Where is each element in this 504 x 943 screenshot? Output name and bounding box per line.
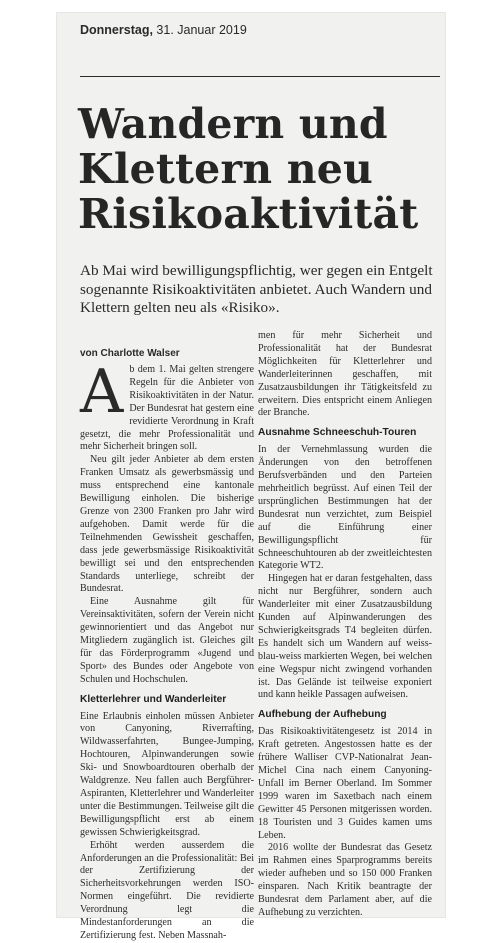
drop-cap: A [80,357,124,427]
subheading: Ausnahme Schneeschuh-Touren [258,427,417,439]
paragraph: men für mehr Sicherheit und Professionalität hat der Bundesrat Möglichkeiten für Kletterlehrer und Wanderleiterinnen geschaffen, mit Zusatzausbildungen ihr Tätigkeitsfeld zu erweitern. Dies entspricht einem Anliegen der Branche. [258,330,432,419]
dateline-date: 31. Januar 2019 [156,23,247,37]
article-byline: von Charlotte Walser [80,348,180,359]
paragraph: Eine Erlaubnis einholen müssen Anbieter von Canyoning, Riverrafting, Wildwasserfahrten, Bungee-Jumping, Hochtouren, Alpinwanderungen sowie Ski- und Snowboardtouren oberhalb der Waldgrenze. Neu fallen auch Bergführer-Aspiranten, Kletterlehrer und Wanderleiter unter die Bestimmungen. Teilweise gilt die Bewilligungspflicht erst ab einem gewissen Schwierigkeitsgrad. [80,710,254,838]
paragraph: Eine Ausnahme gilt für Vereinsaktivitäten, sofern der Verein nicht gewinnorientiert und das Angebot nur Mitgliedern zugänglich ist. Gleiches gilt für das Förderprogramm «Jugend und Sport» des Bundes oder Angebote von Schulen und Hochschulen. [80,596,254,685]
paragraph: In der Vernehmlassung wurden die Änderungen von den betroffenen Berufsverbänden und den Parteien mehrheitlich begrüsst. Auf einen Teil der ursprünglichen Bestimmungen hat der Bundesrat nun verzichtet, zum Beispiel auf die Einführung einer Bewilligungspflicht für Schneeschuhtouren ab der zweitleichtesten Kategorie WT2. [258,444,432,572]
paragraph: 2016 wollte der Bundesrat das Gesetz im Rahmen eines Sparprogramms bereits wieder aufheben und so 150 000 Franken einsparen. Nach Kritik beantragte der Bundesrat dem Parlament aber, auf die Aufhebung zu verzichten. [258,842,432,918]
paragraph: Das Risikoaktivitätengesetz ist 2014 in Kraft getreten. Angestossen hatte es der frühere Walliser CVP-Nationalrat Jean-Michel Cina nach einem Canyoning-Unfall im Berner Oberland. Im Sommer 1999 waren im Saxetbach nach einem Gewitter 45 Personen mitgerissen worden. 18 Touristen und 3 Guides kamen ums Leben. [258,726,432,841]
paragraph [80,357,254,454]
header-rule [80,76,440,77]
dateline-day: Donnerstag, [80,23,153,37]
dateline [80,23,247,37]
paragraph: Hingegen hat er daran festgehalten, dass nicht nur Bergführer, sondern auch Wanderleiter mit einer Zusatzausbildung Kunden auf Alpinwanderungen des Schwierigkeitsgrads T4 begleiten dürfen. Es handelt sich um Wandern auf weiss-blau-weiss markierten Wegen, bei welchen eine Wegspur nicht zwingend vorhanden ist. Das Gelände ist teilweise exponiert und kann heikle Passagen aufweisen. [258,573,432,701]
paragraph: Erhöht werden ausserdem die Anforderungen an die Professionalität: Bei der Zertifizierung der Sicherheitsvorkehrungen werden ISO-Normen eingeführt. Die revidierte Verordnung legt die Mindestanforderungen an die Zertifizierung fest. Neben Massnah- [80,839,254,941]
article-headline: Wandern und Klettern neu Risikoaktivität [78,100,419,238]
subheading: Aufhebung der Aufhebung [258,709,387,721]
left-column [80,357,254,943]
newspaper-clipping [56,12,446,941]
right-column [258,330,432,920]
paragraph: Neu gilt jeder Anbieter ab dem ersten Franken Umsatz als gewerbsmässig und muss entsprechend eine kantonale Bewilligung einholen. Die bisherige Grenze von 2300 Franken pro Jahr wird aufgehoben. Damit werde für die Teilnehmenden Gewissheit geschaffen, dass jede gewerbsmässige Risikoaktivität bewilligt sei und den entsprechenden Standards unterliege, schreibt der Bundesrat. [80,454,254,595]
article-lead: Ab Mai wird bewilligungspflichtig, wer gegen ein Entgelt sogenannte Risikoaktivitäten anbietet. Auch Wandern und Klettern gelten neu als «Risiko». [80,262,433,316]
paragraph-text: b dem 1. Mai gelten strengere Regeln für die Anbieter von Risikoaktivitäten in der Natur. Der Bundesrat hat gestern eine revidierte Verordnung in Kraft gesetzt, die mehr Professionalität und mehr Sicherheit bringen soll. [80,364,254,453]
subheading: Kletterlehrer und Wanderleiter [80,693,227,705]
